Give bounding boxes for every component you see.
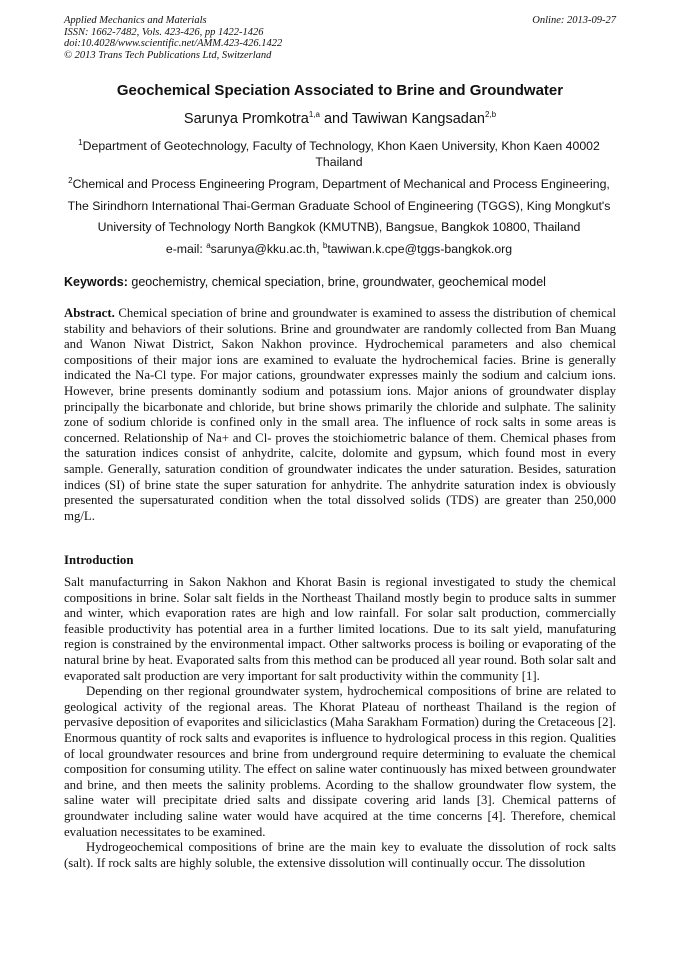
email-address: tawiwan.k.cpe@tggs-bangkok.org [327,241,513,256]
author-affiliation-marker: 2,b [484,110,497,120]
email-marker: b [322,240,328,250]
copyright-line: © 2013 Trans Tech Publications Ltd, Switzerland [64,49,272,61]
journal-header [64,15,616,61]
affiliation-line: Thailand [315,155,363,169]
affiliation-2 [56,174,622,260]
keywords-label: Keywords: [64,275,128,289]
author-list [64,111,616,127]
paragraph: Hydrogeochemical compositions of brine are the main key to evaluate the dissolution of rock salts (salt). If rock salts are highly soluble, the extensive dissolution will continually occur. The dissolution [64,840,616,870]
author-affiliation-marker: 1,a [308,110,320,120]
author-name: Sarunya Promkotra [183,111,309,127]
affiliation-marker: 2 [68,175,73,185]
author-name: Tawiwan Kangsadan [351,111,485,127]
author-conjunction: and [319,111,352,127]
paper-title: Geochemical Speciation Associated to Brine and Groundwater [116,82,564,99]
abstract-label: Abstract. [64,306,115,320]
affiliation-line: Department of Geotechnology, Faculty of Technology, Khon Kaen University, Khon Kaen 40002 [82,139,600,153]
abstract-text: Chemical speciation of brine and groundwater is examined to assess the distribution of chemical stability and behaviors of their solutions. Brine and groundwater are randomly collected from Ban Muang and Wanon Niwat District, Sakon Nakhon province. Hydrochemical parameters and also chemical compositions of their major ions are examined to evaluate the hydrochemical facies. Brine is generally indicated the Na-Cl type. For major cations, groundwater expresses mainly the sodium and calcium ions. However, brine presents dominantly sodium and potassium ions. Major anions of groundwater display principally the bicarbonate and chloride, but brine shows primarily the chloride and sulphate. The salinity zone of sodium chloride is confined only in the small area. The influence of rock salts in some areas is concerned. Relationship of Na+ and Cl- proves the stoichiometric balance of them. Chemical phases from the saturation indices consist of anhydrite, calcite, dolomite and gypsum, which found most in every sample. Generally, saturation condition of groundwater indicates the under saturation. Besides, saturation indices (SI) of brine state the super saturation for anhydrite. The anhydrite saturation index is obviously presented the supersaturated condition when the total dissolved solids (TDS) are greater than 250,000 mg/L. [64,306,616,523]
online-date: Online: 2013-09-27 [532,15,616,26]
section-heading-introduction: Introduction [64,553,134,567]
paragraph: Depending on ther regional groundwater system, hydrochemical compositions of brine are related to geological activity of the regional areas. The Khorat Plateau of northeast Thailand is the region of pervasive deposition of evaporites and siliciclastics (Maha Sarakham Formation) during the Cretaceous [2]. Enormous quantity of rock salts and evaporites is influence to hydrological process in this region. Qualities of local groundwater resources and brine from underground require determining to evaluate the chemical composition for consuming utility. The effect on saline water continuously has mixed between groundwater and brine, and then meets the salinity problems. Acording to the shallow groundwater flow system, the saline water will precipitate dried salts and dissipate covering arid lands [3]. Chemical patterns of groundwater including saline water would have acquired at the time concerns [4]. Therefore, chemical evaluation necessitates to be examined. [64,684,616,839]
affiliation-line: Chemical and Process Engineering Program, Department of Mechanical and Process Engineering, [72,177,610,191]
affiliation-1 [56,138,622,170]
abstract [64,306,616,524]
affiliation-marker: 1 [78,137,83,147]
keywords-text: geochemistry, chemical speciation, brine, groundwater, geochemical model [127,275,546,289]
email-marker: a [206,240,211,250]
doi-line: doi:10.4028/www.scientific.net/AMM.423-426.1422 [64,38,283,50]
journal-name: Applied Mechanics and Materials [64,15,207,26]
email-line [56,239,622,261]
email-prefix: e-mail: [165,241,207,256]
paragraph: Salt manufacturring in Sakon Nakhon and Khorat Basin is regional investigated to study the chemical compositions in brine. Solar salt fields in the Northeast Thailand mostly begin to produce salts in summer and winter, which evaporation rates are high and low rainfall. For solar salt production, commercially feasible productivity has potential area in a further limited locations. Due to its salt yield, manufaturing region is constrained by the environmental impact. Other saltworks process is boiling or evaporating of the natural brine by heat. Evaporated salts from this method can be produced all year round. Both solar salt and evaporated salt production are very important for salt productivity within the community [1]. [64,575,616,683]
keywords [64,275,624,289]
affiliation-line: University of Technology North Bangkok (KMUTNB), Bangsue, Bangkok 10800, Thailand [97,220,581,234]
email-address: sarunya@kku.ac.th, [210,241,323,256]
issn-line: ISSN: 1662-7482, Vols. 423-426, pp 1422-1426 [64,26,264,38]
introduction-body [64,575,616,871]
affiliation-line: The Sirindhorn International Thai-German Graduate School of Engineering (TGGS), King Mongkut's [67,198,611,213]
